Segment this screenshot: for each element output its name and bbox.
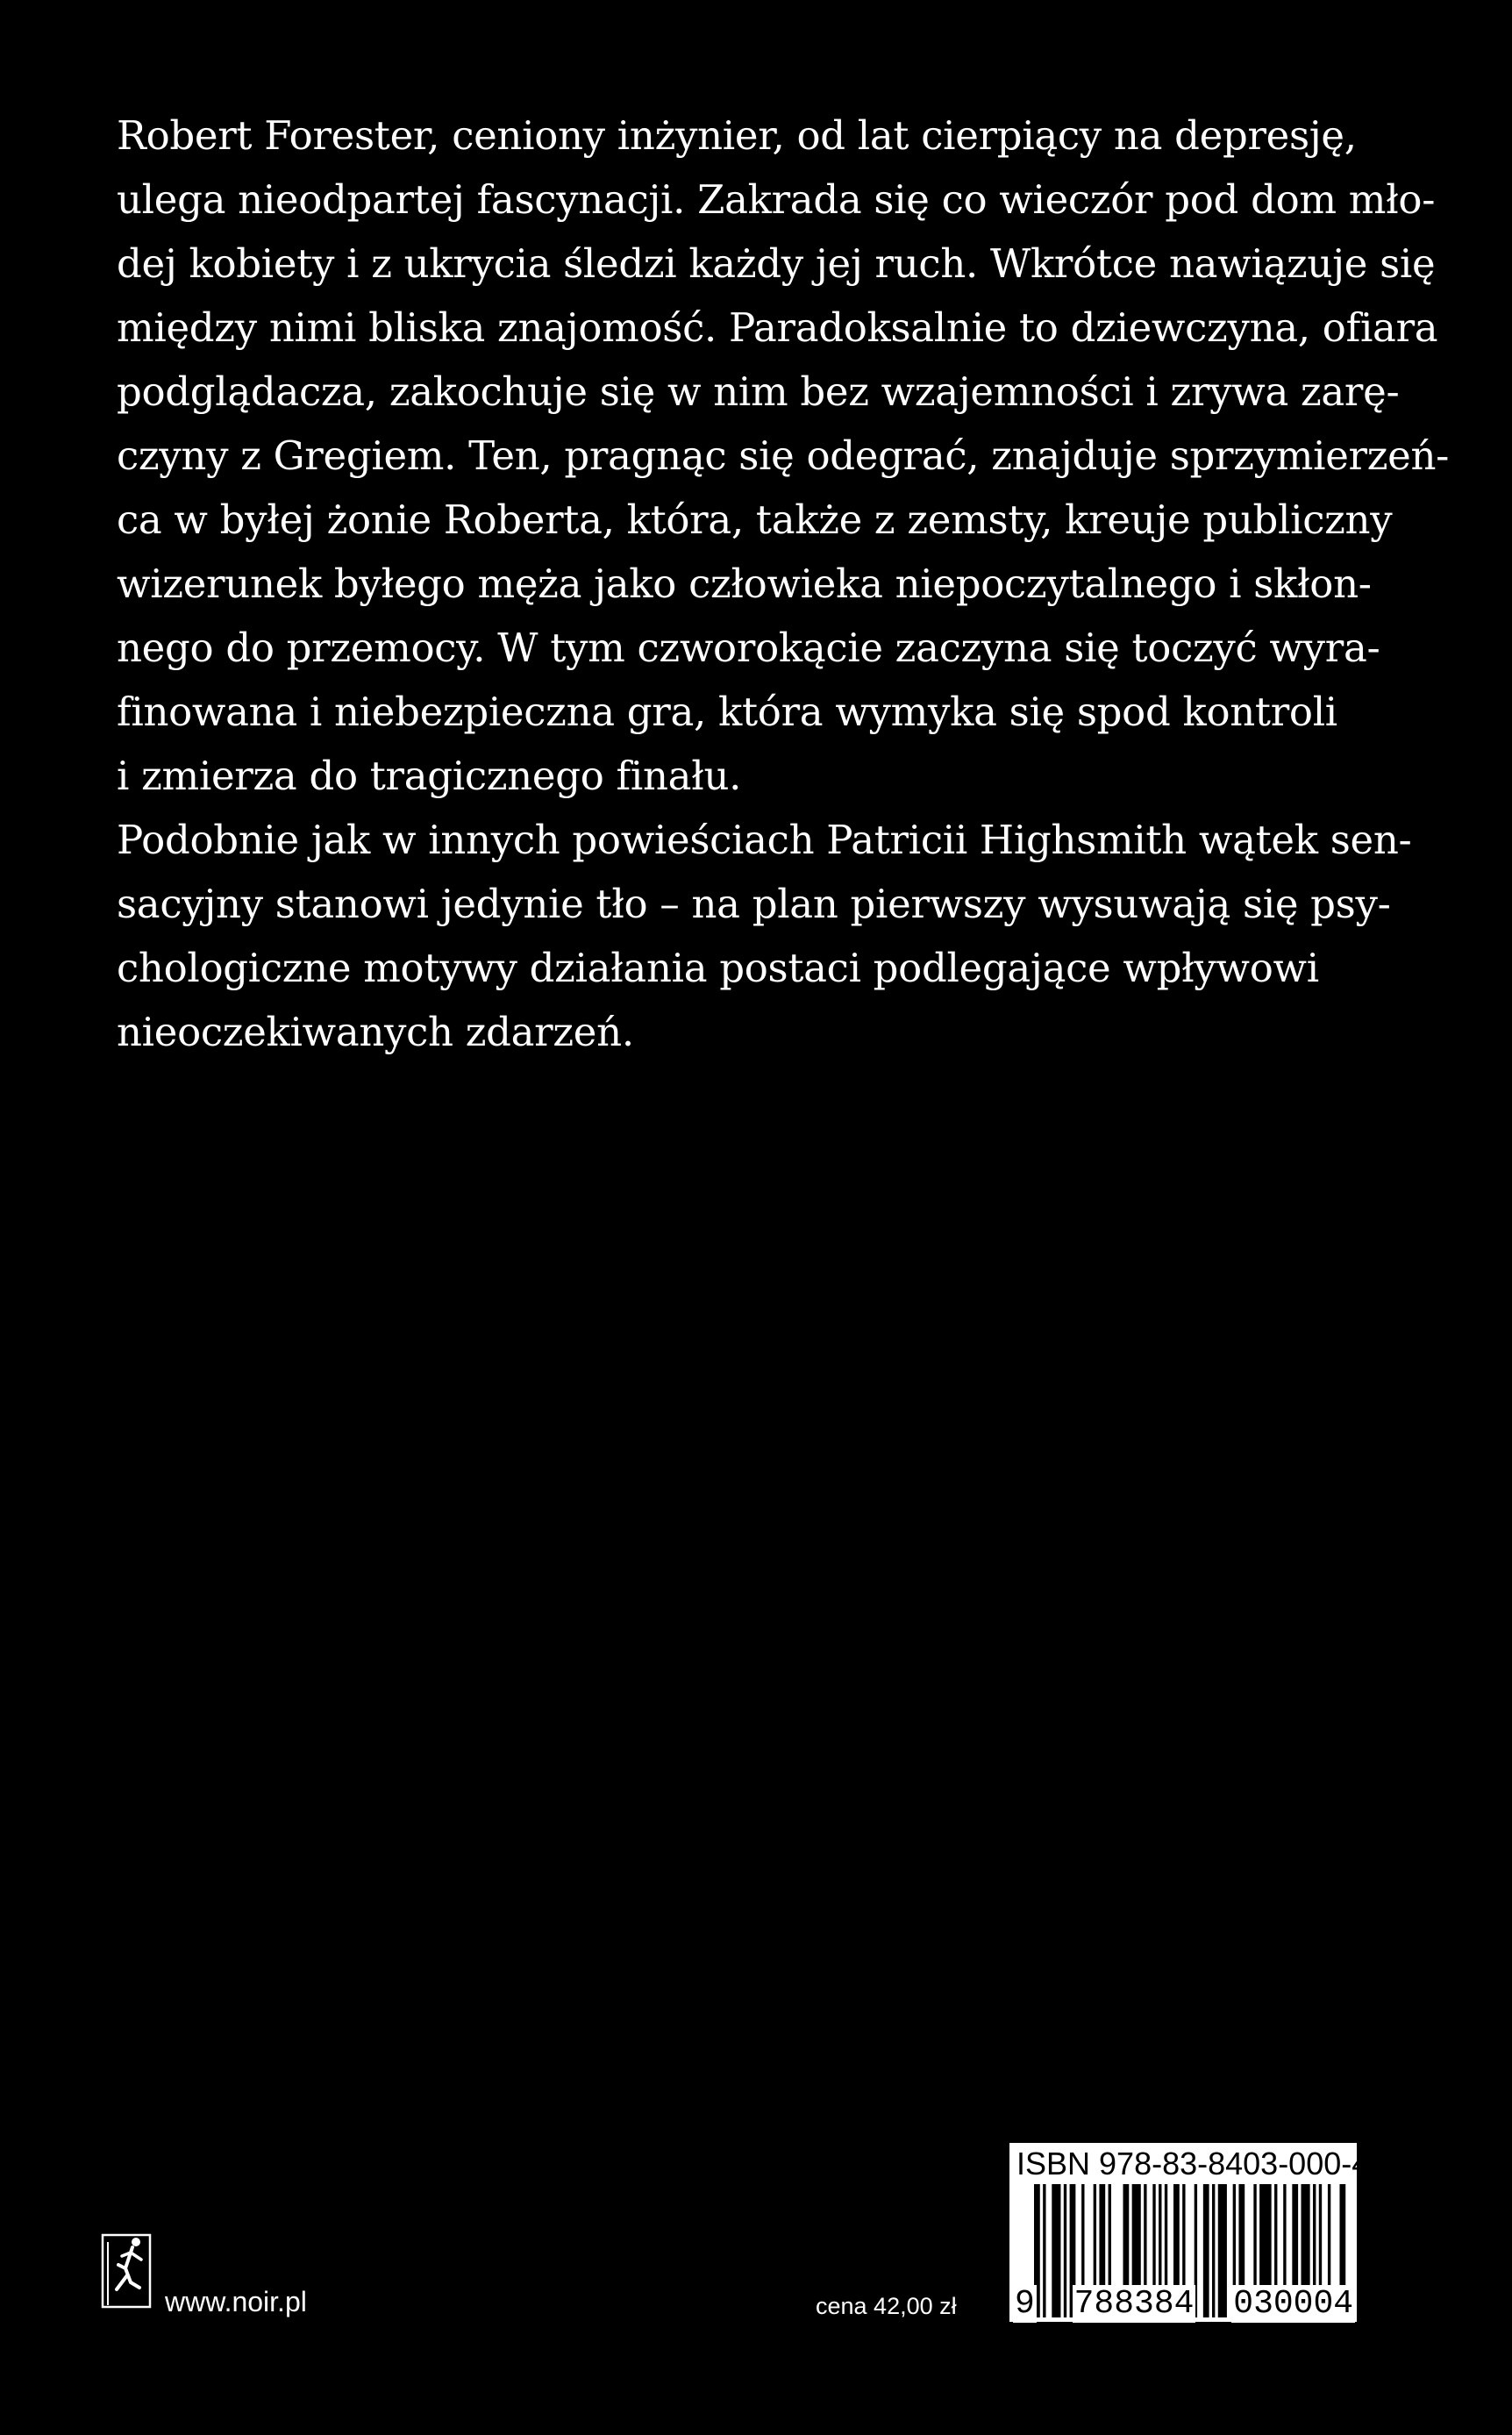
price-label: cena 42,00 zł [816, 2293, 957, 2319]
book-blurb [117, 104, 1450, 1064]
barcode-right-group: 030004 [1233, 2285, 1354, 2323]
blurb-line: dej kobiety i z ukrycia śledzi każdy jej ruch. Wkrótce nawiązuje się [117, 240, 1436, 287]
blurb-line: ca w byłej żonie Roberta, która, także z zemsty, kreuje publiczny [117, 496, 1393, 543]
blurb-line: czyny z Gregiem. Ten, pragnąc się odegrać, znajduje sprzymierzeń- [117, 432, 1450, 479]
blurb-line: Robert Forester, ceniony inżynier, od lat cierpiący na depresję, [117, 112, 1357, 159]
blurb-line: między nimi bliska znajomość. Paradoksalnie to dziewczyna, ofiara [117, 304, 1438, 351]
noir-runner-logo-icon [101, 2233, 152, 2309]
blurb-line: wizerunek byłego męża jako człowieka niepoczytalnego i skłon- [117, 561, 1372, 607]
blurb-line: i zmierza do tragicznego finału. [117, 753, 742, 799]
blurb-line: finowana i niebezpieczna gra, która wymyka się spod kontroli [117, 689, 1337, 735]
barcode-left-group: 788384 [1073, 2285, 1195, 2323]
blurb-line: ulega nieodpartej fascynacji. Zakrada się co wieczór pod dom mło- [117, 176, 1436, 223]
barcode-lead-digit: 9 [1015, 2285, 1035, 2323]
publisher-url[interactable]: www.noir.pl [165, 2286, 307, 2317]
blurb-line: podglądacza, zakochuje się w nim bez wzajemności i zrywa zarę- [117, 368, 1400, 415]
isbn-barcode [1008, 2141, 1370, 2324]
barcode-digits [1013, 2286, 1355, 2323]
blurb-line: nieoczekiwanych zdarzeń. [117, 1009, 634, 1055]
blurb-line: nego do przemocy. W tym czworokącie zaczyna się toczyć wyra- [117, 625, 1380, 671]
blurb-line: chologiczne motywy działania postaci podlegające wpływowi [117, 945, 1319, 991]
isbn-label: ISBN 978-83-8403-000-4 [1016, 2146, 1370, 2182]
blurb-line: sacyjny stanowi jedynie tło – na plan pierwszy wysuwają się psy- [117, 881, 1391, 927]
blurb-line: Podobnie jak w innych powieściach Patricii Highsmith wątek sen- [117, 817, 1412, 863]
